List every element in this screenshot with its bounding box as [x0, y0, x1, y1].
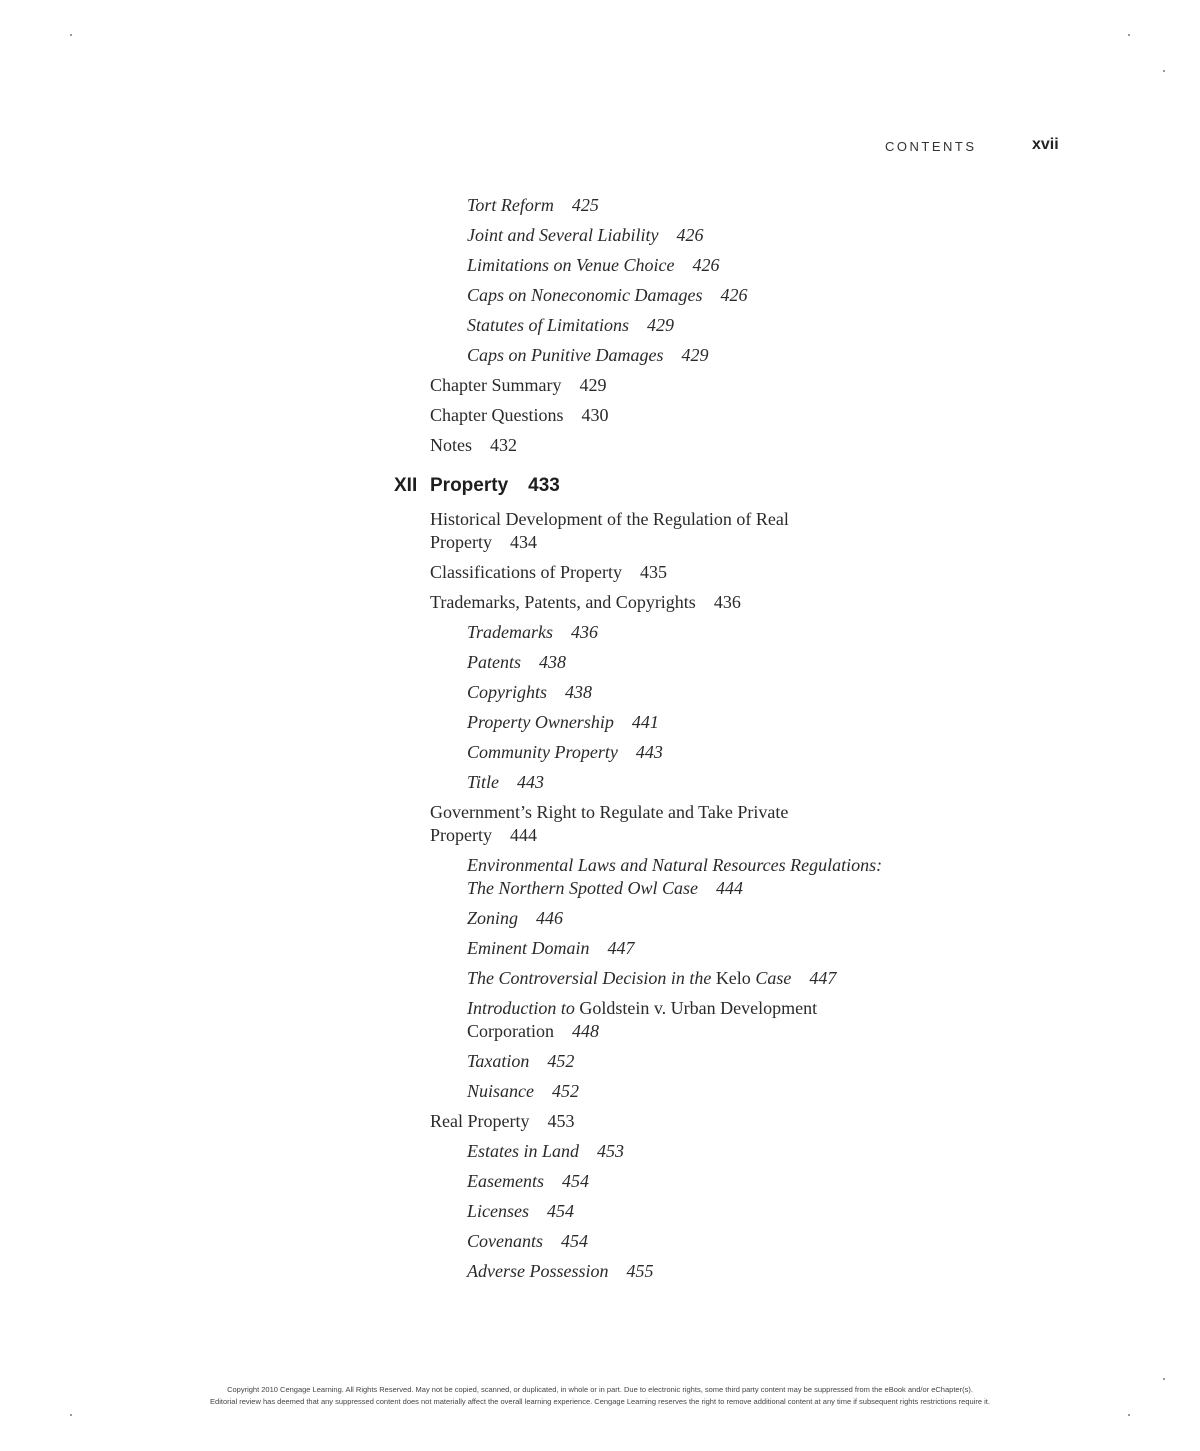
- toc-entry-title: Real Property: [430, 1111, 530, 1131]
- toc-entry-page: 426: [720, 285, 748, 305]
- running-head-label: CONTENTS: [885, 139, 977, 154]
- toc-entry-title: Estates in Land: [467, 1141, 580, 1161]
- toc-entry-page: 447: [607, 938, 635, 958]
- toc-entry-title: Covenants: [467, 1231, 543, 1251]
- toc-entry-title: Chapter Summary: [430, 375, 562, 395]
- toc-entry-title: Tort Reform: [467, 195, 554, 215]
- copyright-line-1: Copyright 2010 Cengage Learning. All Rights Reserved. May not be copied, scanned, or duplicated, in whole or in part. Due to electronic rights, some third party content may be suppressed from the eBook and/or eChapter(s).: [227, 1385, 973, 1394]
- toc-entry-title: Property Ownership: [467, 712, 614, 732]
- toc-entry-page: 429: [579, 375, 607, 395]
- toc-subentry: [467, 224, 887, 247]
- toc-entry-page: 444: [716, 878, 744, 898]
- toc-subentry: [467, 1140, 887, 1163]
- toc-entry-page: 443: [517, 772, 545, 792]
- toc-entry-title: Caps on Noneconomic Damages: [467, 285, 703, 305]
- toc-subentry: [467, 1170, 887, 1193]
- toc-subentry: [467, 254, 887, 277]
- toc-entry-title: Nuisance: [467, 1081, 534, 1101]
- toc-subentry: [467, 194, 887, 217]
- toc-entry-title: Statutes of Limitations: [467, 315, 630, 335]
- toc-entry: [430, 591, 870, 614]
- toc-entry-page: 441: [631, 712, 659, 732]
- toc-entry-title: Adverse Possession: [467, 1261, 609, 1281]
- toc-entry: [430, 561, 870, 584]
- toc-entry-title: Joint and Several Liability: [467, 225, 659, 245]
- toc-entry-page: 432: [490, 435, 517, 455]
- toc-subentry: [467, 621, 887, 644]
- toc-entry-page: 425: [571, 195, 599, 215]
- toc-entry-title: Historical Development of the Regulation of Real Property: [430, 509, 789, 552]
- toc-entry-title-end: Case: [755, 968, 792, 988]
- crop-mark: [1163, 1378, 1165, 1380]
- toc-entry-page: 435: [639, 562, 667, 582]
- toc-entry-page: 443: [635, 742, 663, 762]
- table-of-contents: [0, 194, 1200, 1290]
- toc-entry-title: Trademarks: [467, 622, 554, 642]
- toc-subentry: [467, 937, 887, 960]
- toc-entry-title: Title: [467, 772, 500, 792]
- toc-entry: [430, 374, 870, 397]
- chapter-title: [430, 475, 560, 497]
- toc-entry-title: Limitations on Venue Choice: [467, 255, 675, 275]
- toc-entry-title: The Controversial Decision in the: [467, 968, 712, 988]
- toc-entry-title: Classifications of Property: [430, 562, 622, 582]
- chapter-page: 433: [528, 475, 560, 496]
- toc-subentry: [467, 314, 887, 337]
- toc-entry-page: 454: [561, 1171, 589, 1191]
- crop-mark: [1128, 34, 1130, 36]
- toc-entry: [430, 508, 870, 554]
- copyright-line-2: Editorial review has deemed that any suppressed content does not materially affect the overall learning experience. Cengage Learning reserves the right to remove additional content at any time if subsequent rights restrictions require it.: [210, 1397, 990, 1406]
- toc-entry-page: 429: [647, 315, 675, 335]
- toc-entry-page: 453: [597, 1141, 625, 1161]
- crop-mark: [1163, 70, 1165, 72]
- toc-subentry: [467, 1260, 887, 1283]
- chapter-number: XII: [394, 475, 418, 496]
- toc-subentry: [467, 711, 887, 734]
- toc-entry-page: 448: [572, 1021, 599, 1041]
- toc-entry-page: 426: [692, 255, 720, 275]
- toc-entry-case-name: Goldstein v. Urban Development Corporation: [467, 998, 818, 1041]
- toc-entry-title: Community Property: [467, 742, 618, 762]
- toc-subentry: [467, 1230, 887, 1253]
- toc-entry: [430, 434, 870, 457]
- toc-entry-title: Environmental Laws and Natural Resources Regulations: The Northern Spotted Owl Case: [467, 855, 883, 898]
- toc-entry-title: Trademarks, Patents, and Copyrights: [430, 592, 696, 612]
- toc-subentry: [467, 1200, 887, 1223]
- toc-section-chapter-xii: [0, 508, 1200, 1283]
- toc-entry-page: 429: [681, 345, 709, 365]
- toc-entry-title: Easements: [467, 1171, 544, 1191]
- toc-entry-page: 454: [561, 1231, 588, 1251]
- toc-entry-title: Taxation: [467, 1051, 530, 1071]
- toc-subentry: [467, 651, 887, 674]
- toc-entry-page: 452: [552, 1081, 579, 1101]
- toc-subentry: [467, 284, 887, 307]
- toc-entry-page: 426: [676, 225, 704, 245]
- toc-entry-page: 452: [547, 1051, 575, 1071]
- toc-subentry: [467, 741, 887, 764]
- toc-entry-page: 455: [626, 1261, 654, 1281]
- chapter-title-text: Property: [430, 475, 509, 496]
- toc-entry-page: 436: [571, 622, 599, 642]
- toc-entry-page: 444: [510, 825, 537, 845]
- toc-entry-title: Eminent Domain: [467, 938, 590, 958]
- toc-entry-page: 434: [510, 532, 537, 552]
- toc-entry-page: 438: [539, 652, 566, 672]
- toc-entry-page: 436: [713, 592, 741, 612]
- toc-entry-page: 438: [565, 682, 593, 702]
- toc-entry-title: Copyrights: [467, 682, 548, 702]
- toc-section-previous-chapter: [0, 194, 1200, 457]
- toc-subentry: [467, 681, 887, 704]
- toc-entry-title: Caps on Punitive Damages: [467, 345, 664, 365]
- toc-entry-page: 454: [547, 1201, 574, 1221]
- toc-entry-title: Government’s Right to Regulate and Take Private Property: [430, 802, 789, 845]
- toc-subentry: [467, 997, 887, 1043]
- toc-subentry: [467, 1050, 887, 1073]
- crop-mark: [70, 34, 72, 36]
- toc-subentry: [467, 344, 887, 367]
- toc-entry: [430, 801, 870, 847]
- toc-entry-page: 453: [547, 1111, 575, 1131]
- toc-entry-page: 447: [809, 968, 837, 988]
- toc-entry-title: Licenses: [467, 1201, 529, 1221]
- toc-subentry: [467, 854, 887, 900]
- running-head: [0, 136, 1200, 158]
- toc-entry-title: Chapter Questions: [430, 405, 564, 425]
- chapter-heading: [0, 475, 1200, 501]
- toc-entry-title: Patents: [467, 652, 521, 672]
- toc-entry-title: Introduction to: [467, 998, 575, 1018]
- toc-entry-page: 446: [536, 908, 564, 928]
- toc-entry: [430, 404, 870, 427]
- toc-entry-case-name: Kelo: [715, 968, 751, 988]
- crop-mark: [1128, 1414, 1130, 1416]
- copyright-footer: [0, 1384, 1200, 1408]
- toc-entry-title: Notes: [430, 435, 472, 455]
- toc-entry-page: 430: [581, 405, 609, 425]
- toc-subentry: [467, 771, 887, 794]
- crop-mark: [70, 1414, 72, 1416]
- toc-entry-title: Zoning: [467, 908, 519, 928]
- page-number: xvii: [1032, 136, 1059, 153]
- toc-subentry: [467, 907, 887, 930]
- toc-subentry: [467, 967, 887, 990]
- toc-entry: [430, 1110, 870, 1133]
- toc-subentry: [467, 1080, 887, 1103]
